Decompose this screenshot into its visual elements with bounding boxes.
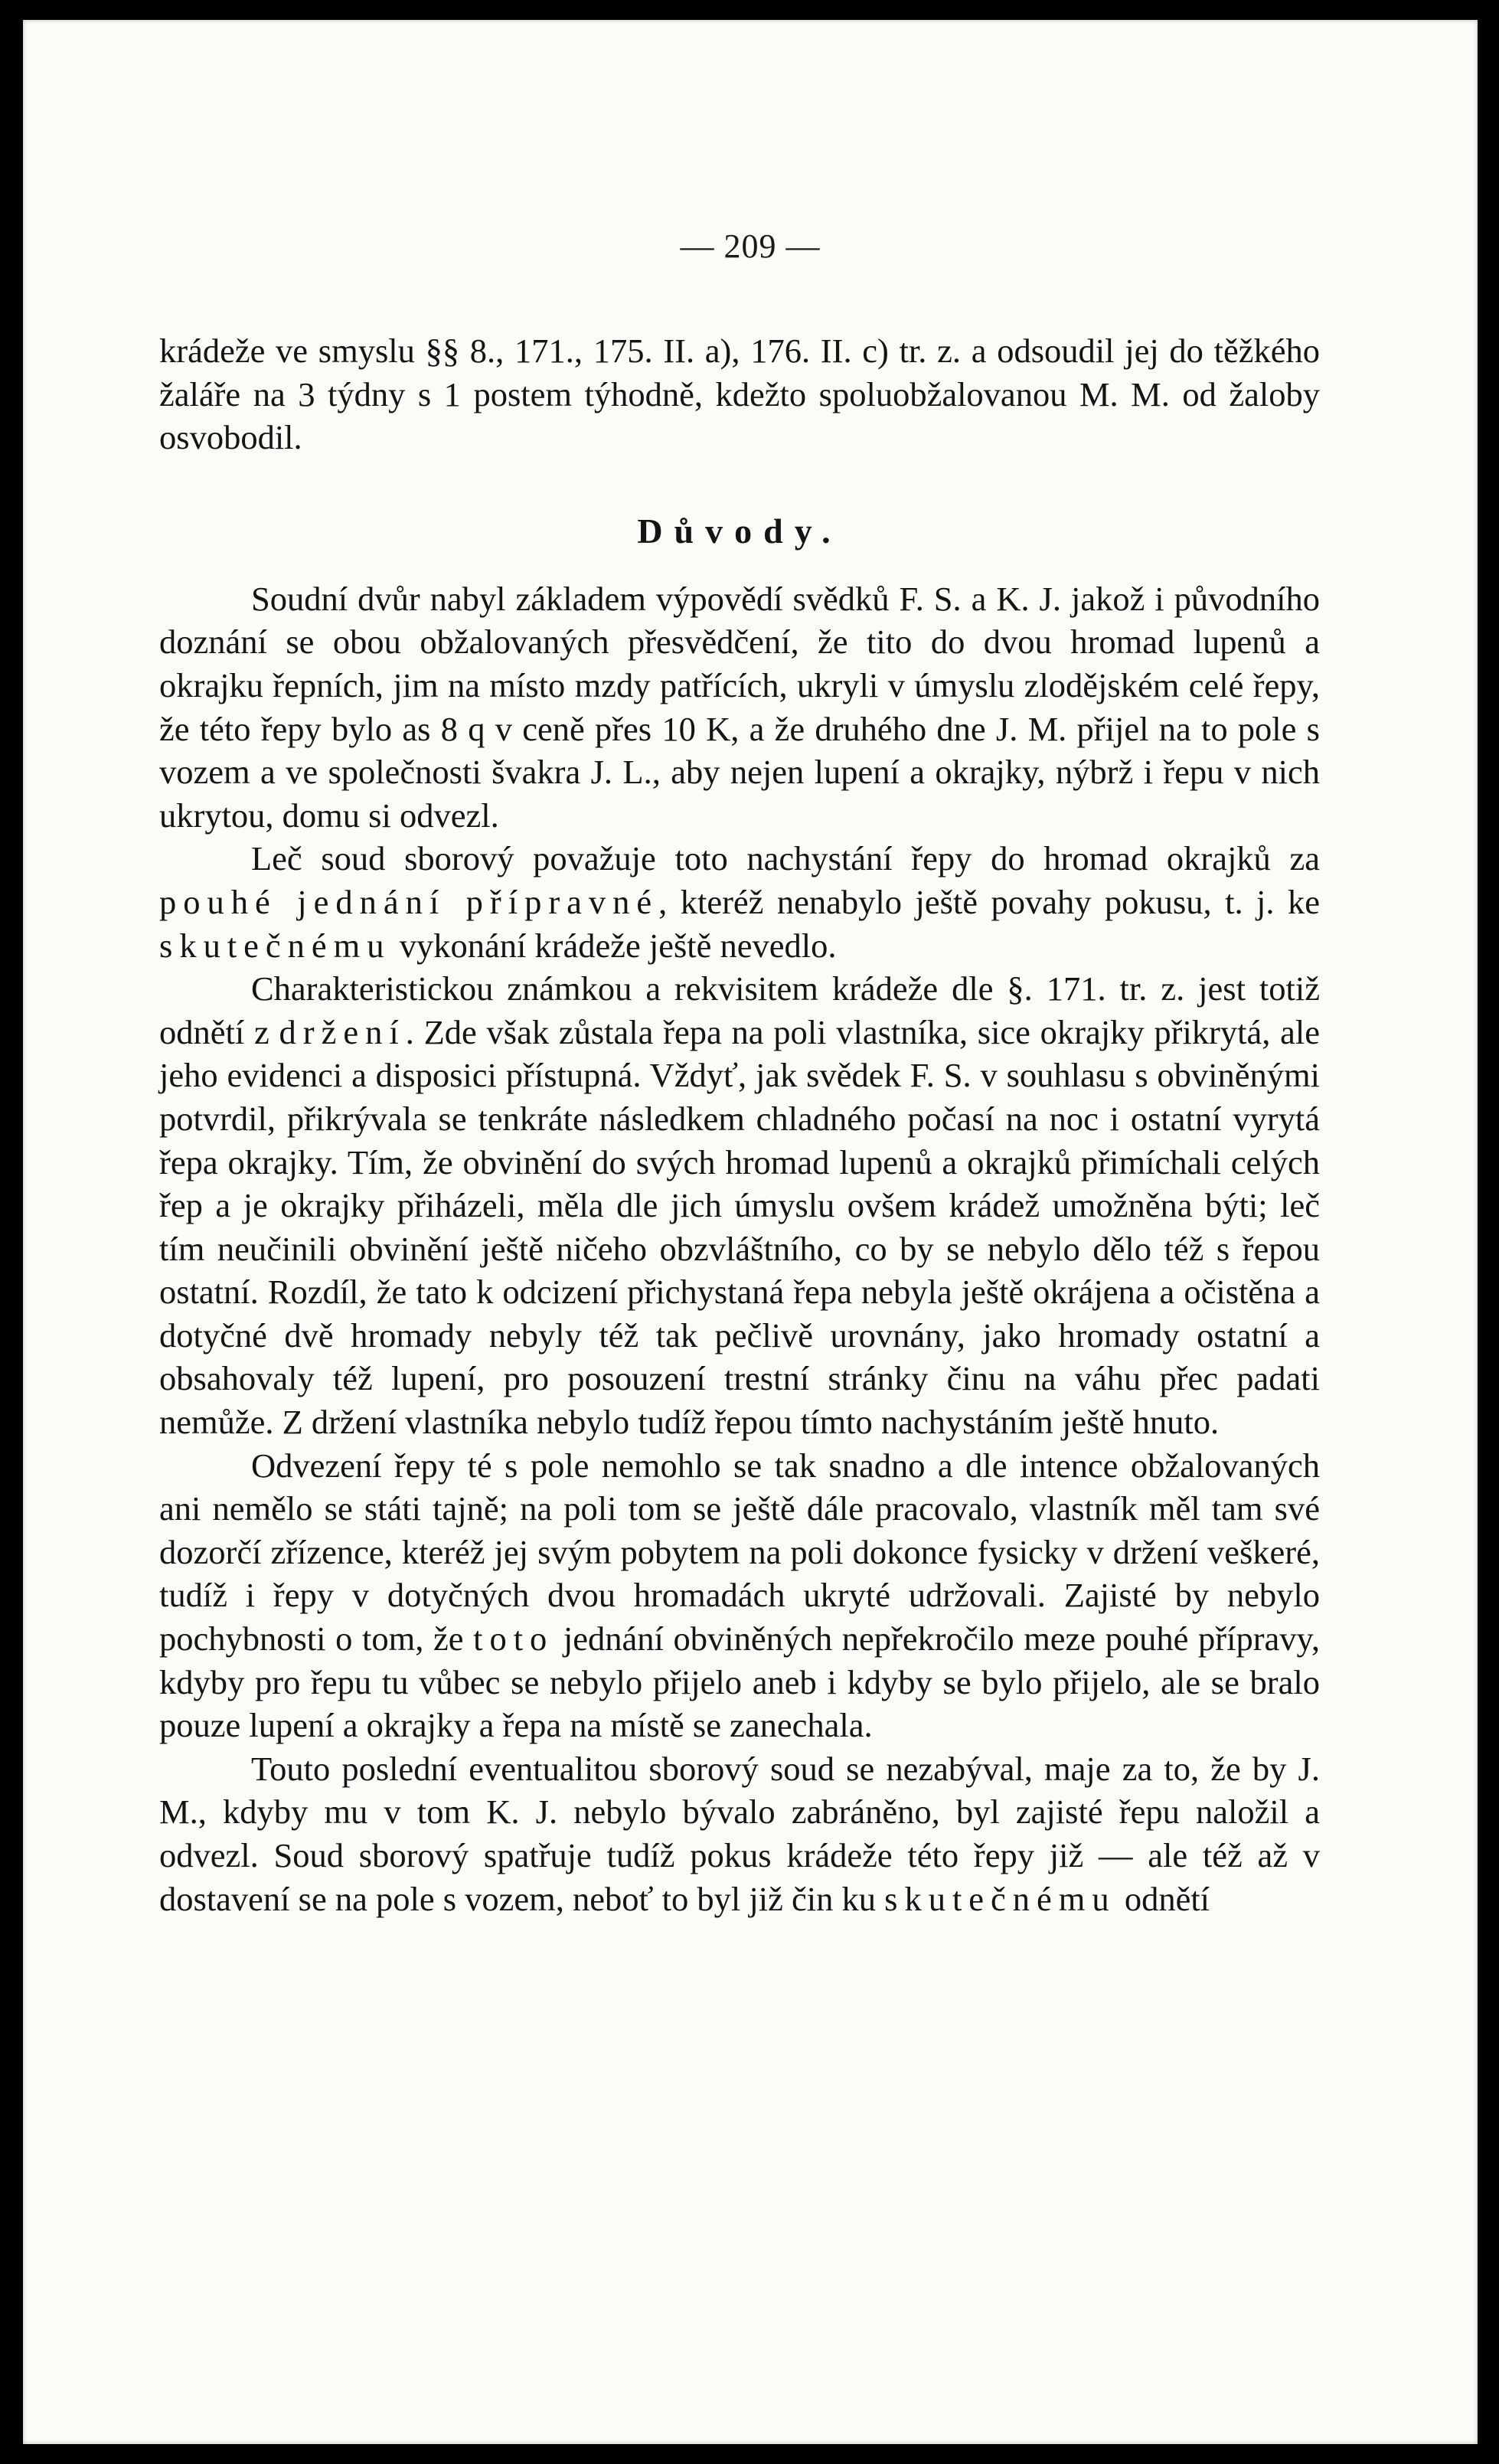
intro-paragraph: krádeže ve smyslu §§ 8., 171., 175. II. a), 176. II. c) tr. z. a odsoudil jej do těžkého žaláře na 3 týdny s 1 postem týhodně, kdežto spoluobžalovanou M. M. od žaloby osvobodil. [159,332,1320,457]
paragraph-2-text-c: , kteréž nenabylo ještě povahy pokusu, t. j. ke [658,882,1320,921]
paragraph-5 [159,1747,1320,1920]
page-number: — 209 — [680,227,821,265]
emphasis-toto: toto [473,1619,554,1658]
paragraph-1: Soudní dvůr nabyl základem výpovědí svědků F. S. a K. J. jakož i původního doznání se obou obžalovaných přesvědčení, že tito do dvou hromad lupenů a okrajku řepních, jim na místo mzdy patřících, ukryli v úmyslu zlodějském celé řepy, že této řepy bylo as 8 q v ceně přes 10 K, a že druhého dne J. M. přijel na to pole s vozem a ve společnosti švakra J. L., aby nejen lupení a okrajky, nýbrž i řepu v nich ukrytou, domu si odvezl. [159,579,1320,835]
paragraph-5-text-c: odnětí [1115,1879,1210,1918]
emphasis-drzeni: držení [279,1012,406,1051]
paragraph-4 [159,1444,1320,1747]
emphasis-skutecnemu-2: skutečnému [884,1879,1116,1918]
emphasis-skutecnemu: skutečnému [159,926,391,965]
section-heading: Důvody. [637,511,842,551]
paragraph-4-text-a: Odvezení řepy té s pole nemohlo se tak snadno a dle intence obžalovaných ani nemělo se státi tajně; na poli tom se ještě dále pracovalo, vlastník měl tam své dozorčí zřízence, kteréž jej svým pobytem na poli dokonce fysicky v držení veškeré, tudíž i řepy v dotyčných dvou hromadách ukryté udržovali. Zajisté by nebylo pochybnosti o tom, že [159,1446,1320,1658]
paragraph-2 [159,837,1320,967]
paragraph-3-text-a: Charakteristickou známkou a rekvisitem krádeže dle §. 171. tr. z. jest totiž odnětí z [159,969,1320,1051]
paragraph-4-text-c: jednání obviněných nepřekročilo meze pouhé přípravy, kdyby pro řepu tu vůbec se nebylo přijelo aneb i kdyby se bylo přijelo, ale se bralo pouze lupení a okrajky a řepa na místě se zanechala. [159,1619,1321,1745]
paragraph-2-text-e: vykonání krádeže ještě nevedlo. [390,926,837,965]
paragraph-3 [159,967,1320,1444]
paragraph-5-text-a: Touto poslední eventualitou sborový soud se nezabýval, maje za to, že by J. M., kdyby mu v tom K. J. nebylo bývalo zabráněno, byl zajisté řepu naložil a odvezl. Soud sborový spatřuje tudíž pokus krádeže této řepy již — ale též až v dostavení se na pole s vozem, neboť to byl již čin ku [159,1749,1320,1918]
emphasis-pouhe-jednani-pripravne: pouhé jednání přípravné [159,882,659,921]
paragraph-2-text-a: Leč soud sborový považuje toto nachystání řepy do hromad okrajků za [251,839,1320,878]
body-text [159,329,1320,1920]
paragraph-3-text-c: . Zde však zůstala řepa na poli vlastníka, sice okrajky přikrytá, ale jeho evidenci a disposici přístupná. Vždyť, jak svědek F. S. v souhlasu s obviněnými potvrdil, přikrývala se tenkráte následkem chladného počasí na noc i ostatní vyrytá řepa okrajky. Tím, že obvinění do svých hromad lupenů a okrajků přimíchali celých řep a je okrajky přiházeli, měla dle jich úmyslu ovšem krádež umožněna býti; leč tím neučinili obvinění ještě ničeho obzvláštního, co by se nebylo dělo též s řepou ostatní. Rozdíl, že tato k odcizení přichystaná řepa nebyla ještě okrájena a očistěna a dotyčné dvě hromady nebyly též tak pečlivě urovnány, jako hromady ostatní a obsahovaly též lupení, pro posouzení trestní stránky činu na váhu přec padati nemůže. Z držení vlastníka nebylo tudíž řepou tímto nachystáním ještě hnuto. [159,1012,1320,1442]
document-page [23,20,1478,2444]
